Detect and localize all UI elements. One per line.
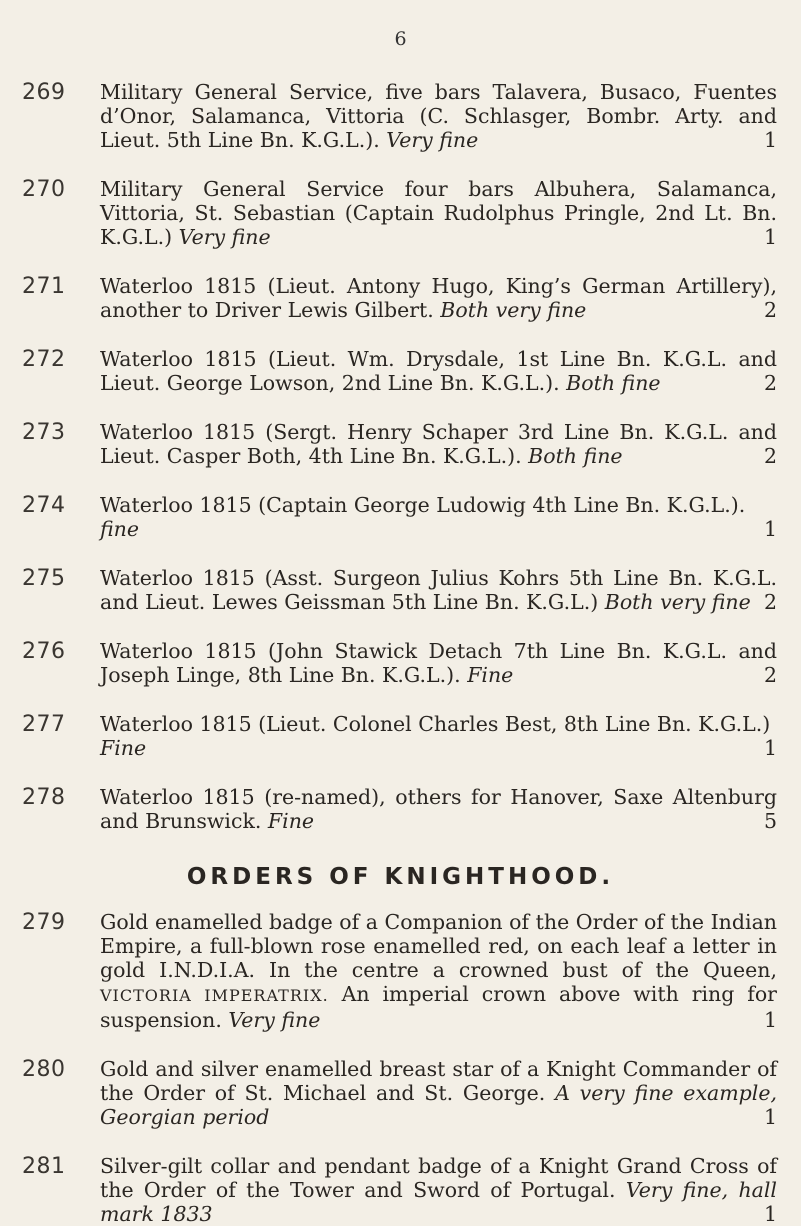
- lot-number: 277: [22, 712, 66, 737]
- lot-description: Gold enamelled badge of a Companion of the Order of the Indian Empire, a full-blown rose enamelled red, on each leaf a letter in gold I.N.D.I.A. In the centre a crowned bust of the Queen, VICTORIA IMPERATRIX. An imperial crown above with ring for suspension. Very fine 1: [100, 910, 777, 1032]
- lot-description: Waterloo 1815 (Lieut. Antony Hugo, King’s German Artillery), another to Driver Lewis Gilbert. Both very fine 2: [100, 274, 777, 322]
- lot-description: Military General Service, five bars Talavera, Busaco, Fuentes d’Onor, Salamanca, Vittoria (C. Schlasger, Bombr. Arty. and Lieut. 5th Line Bn. K.G.L.). Very fine 1: [100, 80, 777, 152]
- lot-description: Waterloo 1815 (Captain George Ludowig 4th Line Bn. K.G.L.). fine 1: [100, 493, 777, 541]
- lot-number: 271: [22, 274, 66, 299]
- quantity: 1: [763, 517, 777, 541]
- quantity: 2: [763, 371, 777, 395]
- condition: Very fine: [178, 225, 271, 249]
- condition: Very fine: [386, 128, 479, 152]
- lot-number: 280: [22, 1057, 66, 1082]
- page-number: 6: [394, 28, 407, 50]
- lot-description: Waterloo 1815 (re-named), others for Hanover, Saxe Altenburg and Brunswick. Fine 5: [100, 785, 777, 833]
- quantity: 2: [763, 663, 777, 687]
- lot-description: Waterloo 1815 (John Stawick Detach 7th Line Bn. K.G.L. and Joseph Linge, 8th Line Bn. K.G.L.). Fine 2: [100, 639, 777, 687]
- quantity: 1: [763, 225, 777, 249]
- quantity: 1: [763, 1008, 777, 1032]
- quantity: 5: [763, 809, 777, 833]
- condition: Fine: [100, 736, 147, 760]
- condition: Very fine: [228, 1008, 321, 1032]
- quantity: 1: [763, 1202, 777, 1226]
- lot-number: 281: [22, 1154, 66, 1179]
- lot-description: Waterloo 1815 (Asst. Surgeon Julius Kohrs 5th Line Bn. K.G.L. and Lieut. Lewes Geissman 5th Line Bn. K.G.L.) Both very fine 2: [100, 566, 777, 614]
- lot-description: Gold and silver enamelled breast star of a Knight Commander of the Order of St. Michael and St. George. A very fine example, Georgian period 1: [100, 1057, 777, 1129]
- lot-number: 273: [22, 420, 66, 445]
- lot-number: 275: [22, 566, 66, 591]
- condition: Fine: [467, 663, 514, 687]
- quantity: 1: [763, 1105, 777, 1129]
- lot-number: 276: [22, 639, 66, 664]
- condition: Both fine: [566, 371, 661, 395]
- quantity: 2: [763, 444, 777, 468]
- condition: A very fine example, Georgian period: [100, 1081, 777, 1129]
- quantity: 2: [763, 298, 777, 322]
- lot-number: 278: [22, 785, 66, 810]
- condition: Very fine, hall mark 1833: [100, 1178, 777, 1226]
- lot-description: Waterloo 1815 (Lieut. Colonel Charles Best, 8th Line Bn. K.G.L.) Fine 1: [100, 712, 777, 760]
- lot-number: 269: [22, 80, 66, 105]
- lot-description: Military General Service four bars Albuhera, Salamanca, Vittoria, St. Sebastian (Captain Rudolphus Pringle, 2nd Lt. Bn. K.G.L.) Very fine 1: [100, 177, 777, 249]
- lot-number: 274: [22, 493, 66, 518]
- lot-number: 279: [22, 910, 66, 935]
- lot-description: Waterloo 1815 (Sergt. Henry Schaper 3rd Line Bn. K.G.L. and Lieut. Casper Both, 4th Line Bn. K.G.L.). Both fine 2: [100, 420, 777, 468]
- condition: Both fine: [528, 444, 623, 468]
- quantity: 2: [763, 590, 777, 614]
- lot-description: Silver-gilt collar and pendant badge of a Knight Grand Cross of the Order of the Tower and Sword of Portugal. Very fine, hall mark 1833 1: [100, 1154, 777, 1226]
- condition: fine: [100, 517, 140, 541]
- lot-number: 272: [22, 347, 66, 372]
- section-heading: ORDERS OF KNIGHTHOOD.: [186, 864, 615, 890]
- condition: Both very fine: [440, 298, 587, 322]
- inscription: VICTORIA IMPERATRIX.: [100, 986, 329, 1005]
- lot-number: 270: [22, 177, 66, 202]
- quantity: 1: [763, 736, 777, 760]
- condition: Fine: [267, 809, 315, 833]
- quantity: 1: [763, 128, 777, 152]
- lot-description: Waterloo 1815 (Lieut. Wm. Drysdale, 1st Line Bn. K.G.L. and Lieut. George Lowson, 2nd Line Bn. K.G.L.). Both fine 2: [100, 347, 777, 395]
- condition: Both very fine: [604, 590, 751, 614]
